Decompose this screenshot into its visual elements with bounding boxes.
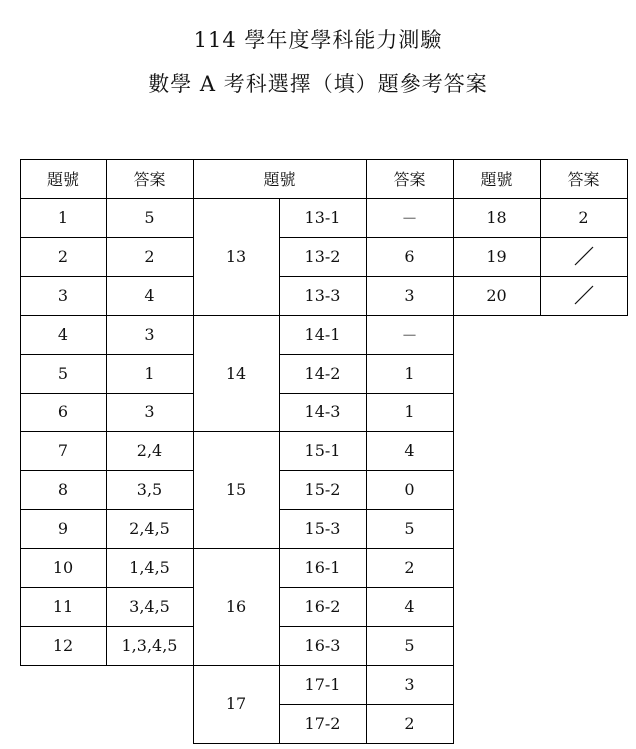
blank-answer-slash-icon — [573, 284, 595, 306]
table-rule — [20, 431, 194, 432]
answer: 2,4 — [136, 441, 163, 461]
question-number: 13 — [225, 246, 247, 266]
answer: 3 — [144, 402, 155, 422]
answer: 1,4,5 — [129, 558, 170, 578]
question-number: 9 — [57, 519, 69, 539]
table-rule — [20, 354, 194, 355]
answer: 1,3,4,5 — [121, 635, 178, 655]
table-rule — [20, 509, 194, 510]
sub-question-number: 14-3 — [304, 402, 341, 422]
answer: 2 — [144, 246, 155, 266]
question-number: 20 — [486, 285, 507, 305]
answer: 3,4,5 — [129, 596, 170, 616]
question-number: 15 — [225, 480, 247, 500]
answer: 3,5 — [136, 480, 163, 500]
table-rule — [193, 548, 280, 549]
answer: － — [401, 208, 418, 228]
sub-question-number: 14-1 — [304, 324, 341, 344]
answer: 5 — [404, 519, 415, 539]
blank-answer-slash-icon — [573, 245, 595, 267]
table-rule — [20, 626, 194, 627]
header-question-number: 題號 — [480, 170, 513, 189]
table-rule — [106, 159, 107, 666]
table-rule — [20, 587, 194, 588]
question-number: 10 — [52, 558, 74, 578]
answer: 6 — [404, 246, 415, 266]
table-rule — [193, 315, 280, 316]
question-number: 2 — [57, 246, 69, 266]
header-answer: 答案 — [393, 170, 426, 189]
document-subtitle: 數學 A 考科選擇（填）題參考答案 — [148, 72, 488, 96]
answer: 1 — [404, 363, 415, 383]
header-answer: 答案 — [567, 170, 600, 189]
sub-question-number: 16-2 — [304, 596, 341, 616]
sub-question-number: 13-1 — [304, 207, 341, 227]
answer: 0 — [404, 480, 415, 500]
answer: 2 — [404, 713, 415, 733]
question-number: 1 — [57, 207, 69, 227]
answer: 1 — [404, 402, 415, 422]
header-answer: 答案 — [133, 170, 166, 189]
question-number: 3 — [57, 285, 69, 305]
table-rule — [193, 159, 194, 744]
answer: 2,4,5 — [129, 519, 170, 539]
table-rule — [193, 431, 280, 432]
table-rule — [453, 159, 454, 744]
table-rule — [20, 237, 194, 238]
answer: 5 — [144, 207, 155, 227]
sub-question-number: 16-1 — [304, 558, 341, 578]
answer: 5 — [404, 635, 415, 655]
question-number: 8 — [57, 480, 69, 500]
answer: 3 — [404, 285, 415, 305]
sub-question-number: 15-1 — [304, 441, 341, 461]
answer: － — [401, 325, 418, 345]
sub-question-number: 13-3 — [304, 285, 341, 305]
sub-question-number: 13-2 — [304, 246, 341, 266]
table-rule — [20, 393, 194, 394]
table-rule — [20, 159, 628, 160]
sub-question-number: 14-2 — [304, 363, 341, 383]
document-title: 114 學年度學科能力測驗 — [193, 28, 443, 52]
answer: 3 — [144, 324, 155, 344]
table-rule — [20, 276, 194, 277]
table-rule — [540, 159, 541, 316]
answer: 2 — [404, 558, 415, 578]
table-rule — [279, 198, 280, 744]
table-rule — [20, 198, 628, 199]
answer: 2 — [578, 207, 589, 227]
table-rule — [366, 159, 367, 744]
answer: 4 — [144, 285, 155, 305]
question-number: 12 — [52, 635, 74, 655]
sub-question-number: 17-1 — [304, 674, 341, 694]
question-number: 6 — [57, 402, 69, 422]
header-question-number: 題號 — [46, 170, 79, 189]
table-rule — [20, 470, 194, 471]
sub-question-number: 15-2 — [304, 480, 341, 500]
table-rule — [20, 315, 194, 316]
question-number: 18 — [486, 207, 507, 227]
question-number: 17 — [225, 694, 247, 714]
answer — [540, 276, 627, 315]
question-number: 7 — [57, 441, 69, 461]
answer: 1 — [144, 363, 155, 383]
sub-question-number: 16-3 — [304, 635, 341, 655]
question-number: 14 — [225, 363, 247, 383]
question-number: 5 — [57, 363, 69, 383]
table-rule — [193, 665, 280, 666]
answer: 3 — [404, 674, 415, 694]
answer: 4 — [404, 596, 415, 616]
question-number: 11 — [52, 596, 74, 616]
answer: 4 — [404, 441, 415, 461]
question-number: 19 — [486, 246, 507, 266]
table-rule — [20, 548, 194, 549]
header-question-number: 題號 — [263, 170, 296, 189]
sub-question-number: 15-3 — [304, 519, 341, 539]
question-number: 16 — [225, 596, 247, 616]
table-rule — [20, 665, 194, 666]
table-rule — [193, 743, 280, 744]
table-rule — [627, 159, 628, 316]
sub-question-number: 17-2 — [304, 713, 341, 733]
question-number: 4 — [57, 324, 69, 344]
table-rule — [20, 159, 21, 666]
answer — [540, 237, 627, 276]
